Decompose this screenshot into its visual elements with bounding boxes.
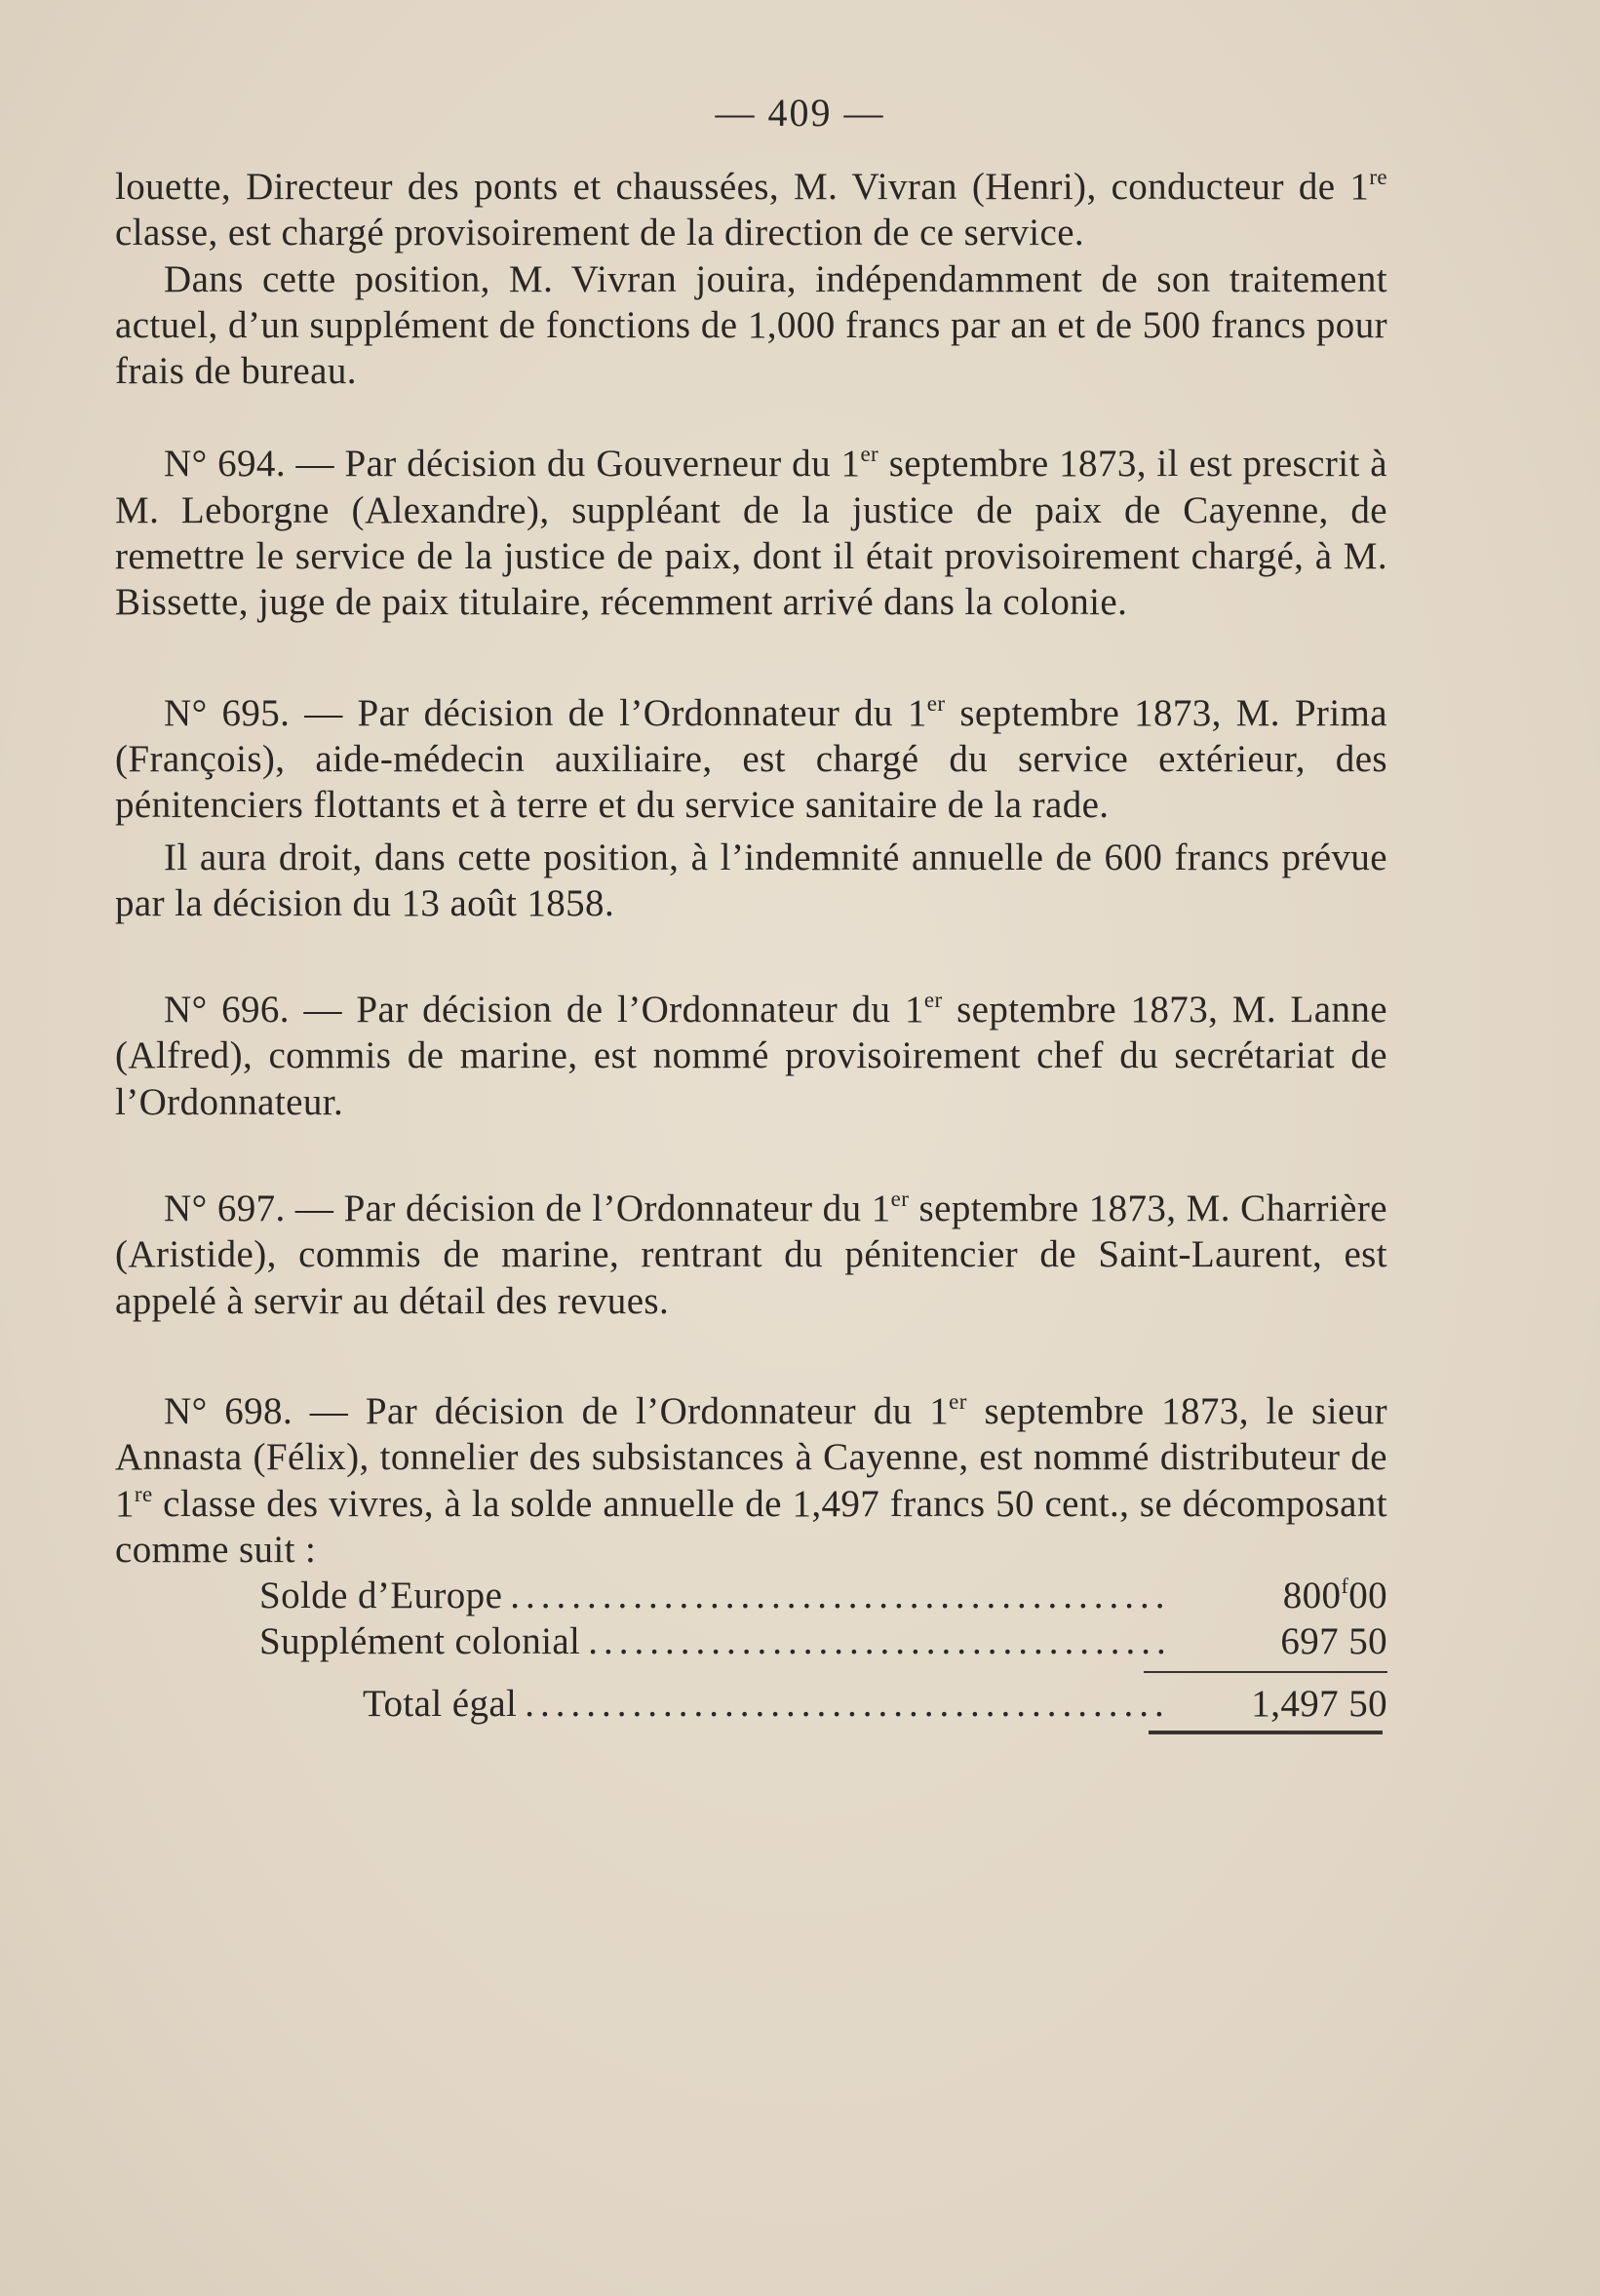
leader-dots (510, 1573, 1165, 1618)
table-row (259, 1618, 1387, 1664)
leader-dots (525, 1681, 1165, 1727)
total-amount: 1,497 50 (1251, 1682, 1387, 1725)
leader-dots (588, 1618, 1165, 1664)
superscript: er (860, 442, 879, 467)
paragraph-695-indemnity: Il aura droit, dans cette position, à l’indemnité annuelle de 600 francs prévue par la décision du 13 août 1858. (115, 836, 1387, 924)
row-label: Supplément colonial (259, 1620, 581, 1663)
total-label: Total égal (363, 1682, 518, 1725)
row-amount: 697 50 (1280, 1620, 1387, 1663)
paragraph-text: N° 695. — Par décision de l’Ordonnateur du 1 (164, 691, 927, 734)
superscript: er (926, 690, 946, 716)
page-number: — 409 — (715, 91, 885, 135)
paragraph-text: N° 694. — Par décision du Gouverneur du 1 (164, 443, 861, 486)
superscript: er (923, 988, 943, 1013)
paragraph-text: classe, est chargé provisoirement de la direction de ce service. (115, 212, 1085, 254)
table-total-row (363, 1681, 1387, 1727)
paragraph-text: septembre 1873, il est prescrit à M. Leborgne (Alexandre), suppléant de la justice de paix de Cayenne, de remettre le service de la justice de paix, dont il était provisoirement chargé, à M. Bissette, juge de paix titulaire, récemment arrivé dans la colonie. (115, 443, 1387, 624)
paragraph-text: N° 696. — Par décision de l’Ordonnateur du 1 (164, 989, 924, 1031)
paragraph-text: septembre 1873, M. Prima (François), aide-médecin auxiliaire, est chargé du service extérieur, des pénitenciers flottants et à terre et du service sanitaire de la rade. (115, 691, 1387, 827)
paragraph-text: septembre 1873, le sieur Annasta (Félix), tonnelier des subsistances à Cayenne, est nommé distributeur de 1 (115, 1389, 1387, 1525)
superscript: er (890, 1187, 910, 1212)
paragraph-text: septembre 1873, M. Charrière (Aristide), commis de marine, rentrant du pénitencier de Saint-Laurent, est appelé à servir au détail des revues. (115, 1187, 1387, 1322)
paragraph-695 (115, 690, 1387, 829)
paragraph-text: septembre 1873, M. Lanne (Alfred), commis de marine, est nommé provisoirement chef du secrétariat de l’Ordonnateur. (115, 989, 1387, 1123)
paragraph-vivran-supplement: Dans cette position, M. Vivran jouira, indépendamment de son traitement actuel, d’un supplément de fonctions de 1,000 francs par an et de 500 francs pour frais de bureau. (115, 257, 1387, 393)
row-label: Solde d’Europe (259, 1575, 503, 1617)
paragraph-text: N° 698. — Par décision de l’Ordonnateur du 1 (164, 1389, 950, 1432)
body-text (115, 164, 1387, 1734)
table-row (259, 1573, 1387, 1618)
paragraph-text: classe des vivres, à la solde annuelle de 1,497 francs 50 cent., se décomposant comme suit : (115, 1482, 1387, 1571)
superscript: re (134, 1481, 153, 1506)
paragraph-696 (115, 987, 1387, 1125)
paragraph-text: louette, Directeur des ponts et chaussées, M. Vivran (Henri), conducteur de 1 (115, 166, 1370, 208)
row-amount: 800$^f$00 (1282, 1574, 1387, 1617)
paragraph-698 (115, 1388, 1387, 1573)
paragraph-694 (115, 441, 1387, 625)
sum-rule (1144, 1671, 1387, 1673)
paragraph-continuation (115, 164, 1387, 256)
paragraph-697 (115, 1186, 1387, 1324)
superscript: re (1369, 165, 1387, 189)
salary-table (115, 1573, 1387, 1734)
superscript: er (949, 1388, 967, 1414)
paragraph-text: N° 697. — Par décision de l’Ordonnateur du 1 (164, 1187, 891, 1230)
total-underline (1149, 1731, 1383, 1734)
